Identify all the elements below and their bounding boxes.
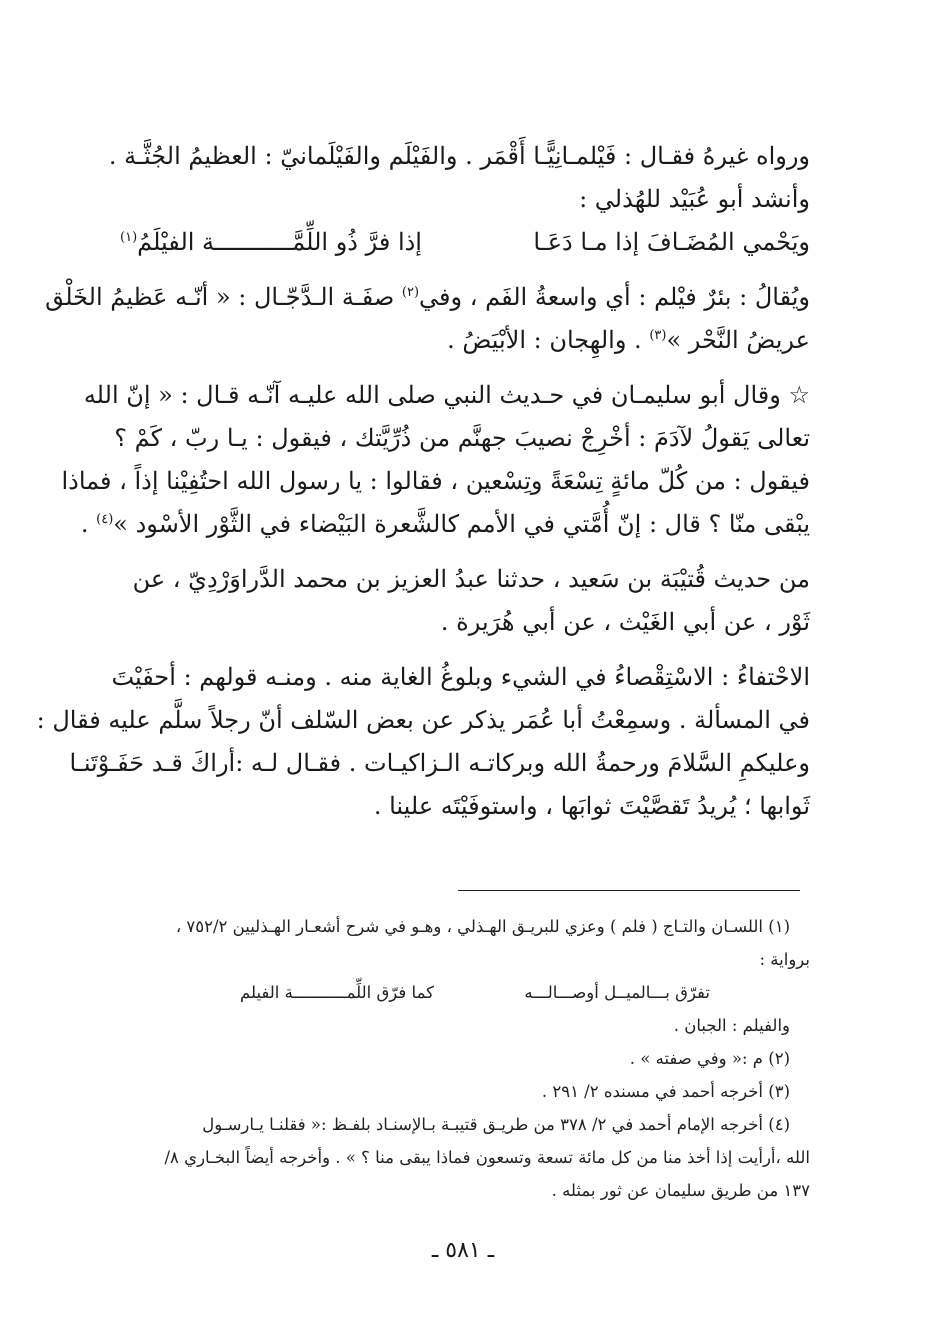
text-line: ☆ وقال أبو سليمـان في حـديث النبي صلى الله عليـه آنّـه قـال : « إنّ الله — [83, 381, 810, 409]
verse-first-hemistich: تفرّق بـــالميــل أوصـــالـــه — [524, 983, 710, 1002]
text-line: وأنشد أبو عُبَيْد للهُذلي : — [579, 185, 810, 213]
footnote-ref: (٣) — [649, 328, 667, 343]
text-line: وعليكمِ السَّلامَ ورحمةُ الله وبركاتـه الـزاكيـات . فقـال لـه :أراكَ قـد حَفَـوْتَنـا — [69, 749, 810, 777]
text-line: عريضُ النَّحْر »$^{(٣)}$ . والهِجان : الأبْيَضُ . — [447, 326, 810, 354]
footnote-line: ١٣٧ من طريق سليمان عن ثور بمثله . — [551, 1181, 810, 1200]
footnote-line: (٣) أخرجه أحمد في مسنده ٢/ ٢٩١ . — [541, 1082, 790, 1101]
footnote-line: الله ،أرأيت إذا أخذ منا من كل مائة تسعة وتسعون فماذا يبقى منا ؟ » . وأخرجه أيضاً البخـاري ٨/ — [164, 1148, 810, 1167]
footnote-line: برواية : — [759, 950, 810, 969]
text-line: تعالى يَقولُ لآدَمَ : أخْرِجْ نصيبَ جهنَّم من ذُرِّيَّتك ، فيقول : يـا ربّ ، كَمْ ؟ — [114, 424, 810, 452]
text-line: الاحْتفاءُ : الاسْتِقْصاءُ في الشيء وبلوغُ الغاية منه . ومنـه قولهم : أحفَيْتَ — [111, 663, 810, 691]
text-line: من حديث قُتيْبَة بن سَعيد ، حدثنا عبدُ العزيز بن محمد الدَّراوَرْدِيّ ، عن — [132, 565, 810, 593]
text-line: يبْقى منّا ؟ قال : إنّ أُمَّتي في الأمم كالشَّعرة البَيْضاء في الثَّوْر الأسْود »$^{(٤)}$ . — [80, 510, 810, 538]
footnote-line: (٢) م :« وفي صفته » . — [629, 1049, 790, 1068]
text-line: في المسألة . وسمِعْتُ أبا عُمَر يذكر عن بعض السّلف أنّ رجلاً سلَّم عليه فقال : — [36, 706, 810, 734]
footnote-ref: (٢) — [401, 285, 420, 300]
footnote-line: والفيلم : الجبان . — [673, 1016, 790, 1035]
footnote-ref: (٤) — [96, 512, 114, 527]
footnote-ref: (١) — [120, 230, 138, 245]
text-line: ثَوْر ، عن أبي الغَيْث ، عن أبي هُرَيرة . — [440, 608, 810, 636]
footnotes — [110, 910, 810, 1207]
text-line: ورواه غيرهُ فقـال : فَيْلمـانِيًّـا أَقْمَر . والفَيْلَم والفَيْلَمانيّ : العظيمُ الجُثَّـة . — [108, 142, 810, 170]
text-line: ويُقالُ : بئرٌ فيْلم : أي واسعةُ الفَم ، وفي$^{(٢)}$ صفَـة الـدَّجّـال : « أنّـه عَظيمُ الخَلْق — [45, 283, 810, 311]
footnote-line: (١) اللسـان والتـاج ( فلم ) وعزي للبريـق الهـذلي ، وهـو في شرح أشعـار الهـذليين ٧٥٢/٢ ، — [175, 917, 790, 936]
text-line: فيقول : من كُلّ مائةٍ تِسْعَةً وتِسْعين ، فقالوا : يا رسول الله احتُفِيْنا إذاً ، فماذا — [61, 467, 810, 495]
main-text — [36, 135, 810, 828]
verse-first-hemistich: ويَحْمي المُضَـافَ إذا مـا دَعَـا — [533, 228, 810, 256]
text-line: ثَوابها ؛ يُريدُ تَقصَّيْتَ ثوابَها ، واستوفَيْتَه علينا . — [373, 792, 810, 820]
verse-second-hemistich: إذا فرَّ ذُو اللِّمَّـــــــــــة الفيْلَمُ$^{(١)}$ — [120, 228, 422, 256]
page-number: ـ ٥٨١ ـ — [431, 1238, 495, 1263]
verse-second-hemistich: كما فرّق اللِّمـــــــــــة الفيلم — [240, 983, 434, 1002]
footnote-line: (٤) أخرجه الإمام أحمد في ٢/ ٣٧٨ من طريـق قتيبـة بـالإسنـاد بلفـظ :« فقلنـا يـارسـول — [202, 1115, 790, 1134]
verse-line — [120, 221, 810, 264]
footnote-divider — [458, 890, 800, 891]
footnote-verse — [110, 976, 810, 1009]
